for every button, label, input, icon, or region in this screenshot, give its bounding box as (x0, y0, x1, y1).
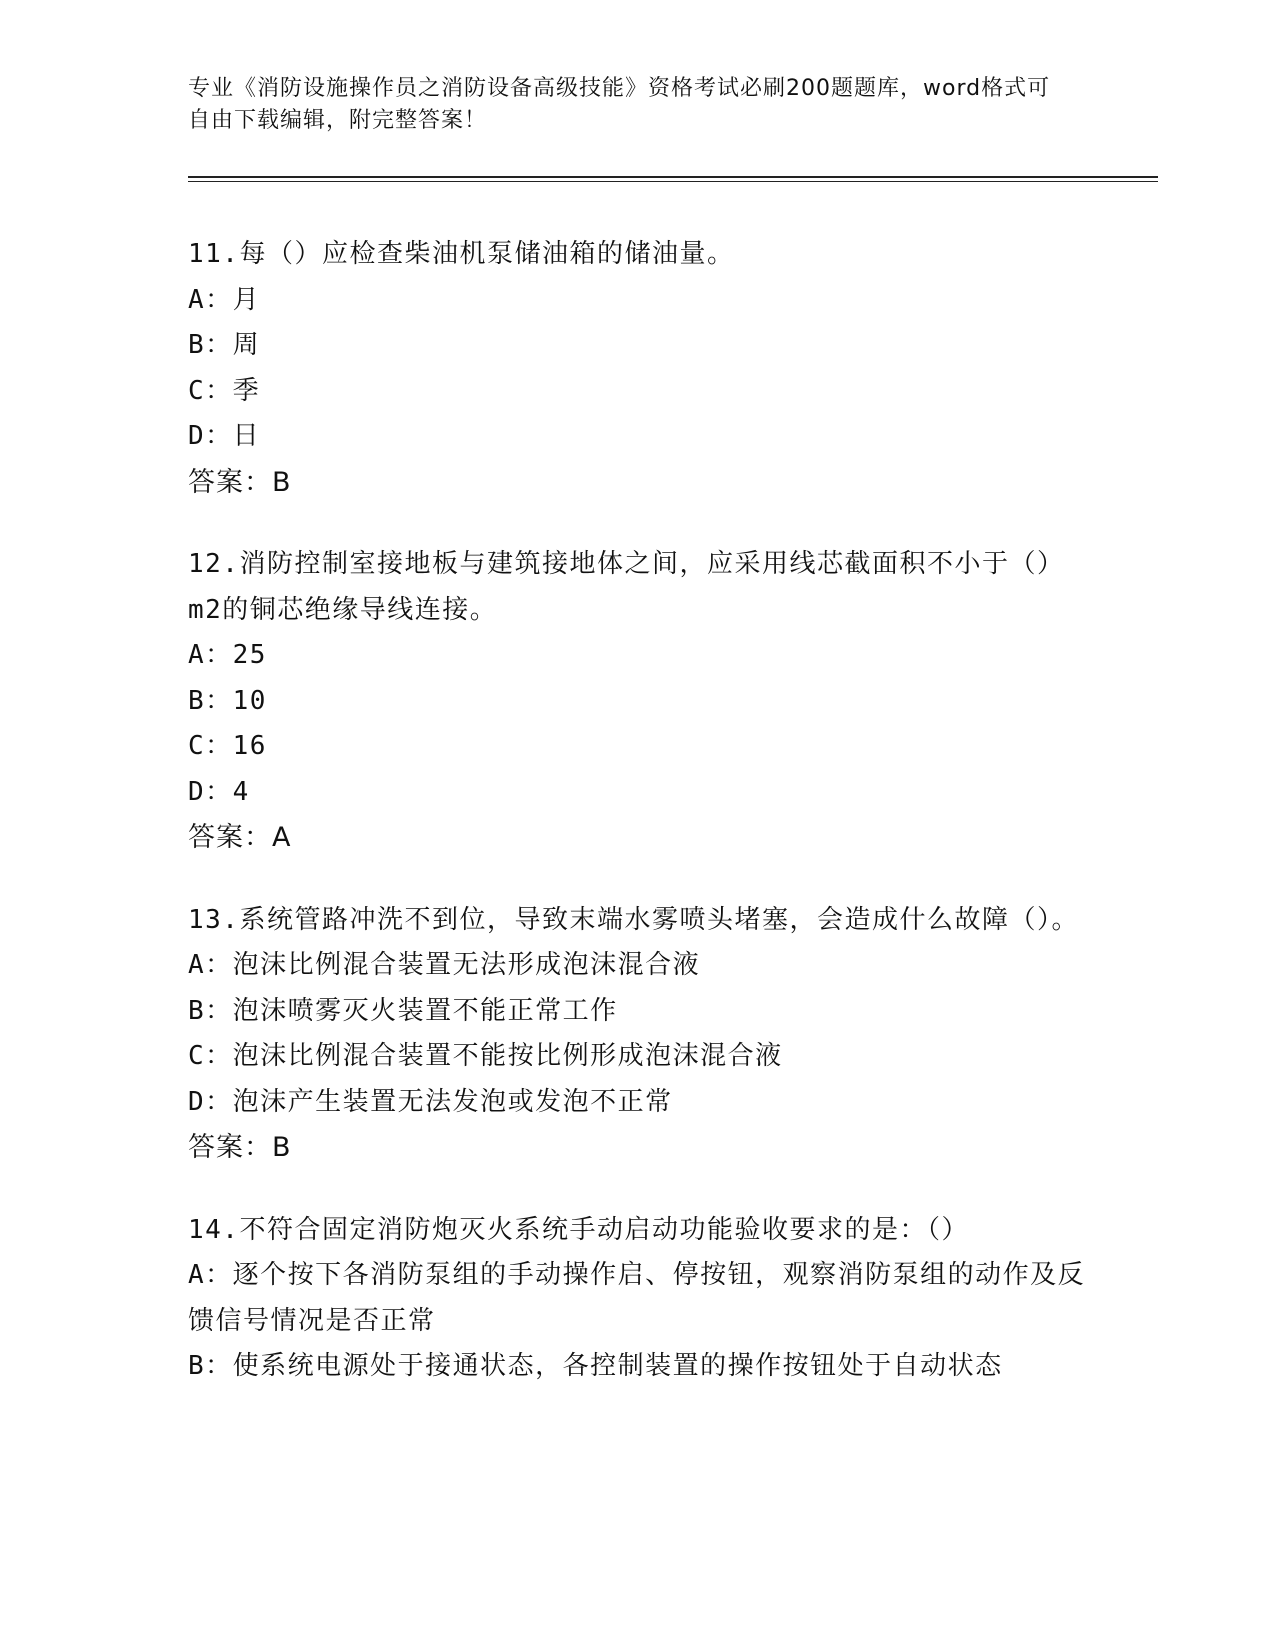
header-divider-thin (188, 181, 1158, 182)
option-a: A：逐个按下各消防泵组的手动操作启、停按钮，观察消防泵组的动作及反馈信号情况是否正常 (188, 1260, 1086, 1336)
option-b: B：使系统电源处于接通状态，各控制装置的操作按钮处于自动状态 (188, 1351, 1003, 1381)
option-c: C：泡沫比例混合装置不能按比例形成泡沫混合液 (188, 1041, 783, 1071)
answer-line: 答案：B (188, 1132, 292, 1163)
question-stem: 13.系统管路冲洗不到位，导致末端水雾喷头堵塞，会造成什么故障（）。 (188, 904, 1079, 935)
option-c: C：季 (188, 375, 261, 406)
question-list (188, 232, 1088, 1427)
option-a: A：25 (188, 640, 267, 670)
document-header: 专业《消防设施操作员之消防设备高级技能》资格考试必刷200题题库，word格式可自由下载编辑，附完整答案！ (188, 76, 1051, 133)
question-stem: 14.不符合固定消防炮灭火系统手动启动功能验收要求的是：（） (188, 1214, 969, 1245)
option-d: D：泡沫产生装置无法发泡或发泡不正常 (188, 1086, 673, 1117)
question-13 (188, 898, 1088, 1171)
answer-line: 答案：B (188, 466, 292, 498)
question-stem: 11.每（）应检查柴油机泵储油箱的储油量。 (188, 239, 735, 269)
question-14 (188, 1208, 1088, 1390)
option-b: B：10 (188, 685, 267, 716)
question-12 (188, 542, 1088, 861)
option-d: D：4 (188, 776, 250, 807)
option-d: D：日 (188, 421, 261, 451)
option-a: A：月 (188, 284, 261, 315)
option-b: B：周 (188, 330, 261, 360)
option-c: C：16 (188, 731, 267, 761)
header-divider-thick (188, 176, 1158, 178)
option-a: A：泡沫比例混合装置无法形成泡沫混合液 (188, 950, 701, 980)
question-stem: 12.消防控制室接地板与建筑接地体之间，应采用线芯截面积不小于（）m2的铜芯绝缘导线连接。 (188, 549, 1065, 625)
answer-line: 答案：A (188, 822, 292, 853)
question-11 (188, 232, 1088, 505)
option-b: B：泡沫喷雾灭火装置不能正常工作 (188, 995, 618, 1026)
